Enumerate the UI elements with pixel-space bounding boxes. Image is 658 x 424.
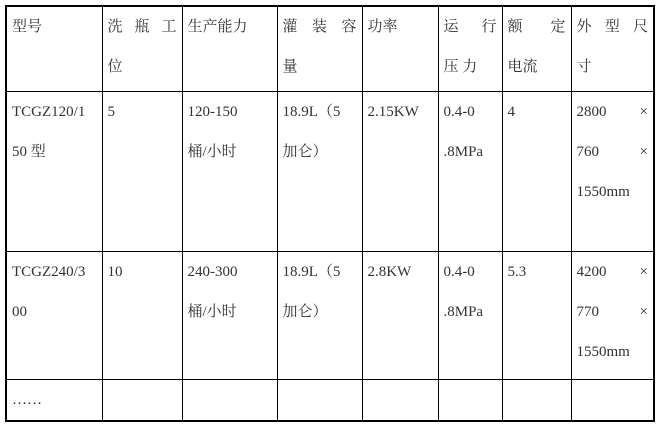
cell-pressure bbox=[438, 251, 502, 379]
cell-line: 灌装容 bbox=[282, 19, 357, 35]
header-cell-wash-stations bbox=[102, 6, 182, 91]
cell-line: 功率 bbox=[367, 19, 398, 35]
cell-line: 5 bbox=[107, 103, 115, 120]
cell-line: 量 bbox=[282, 59, 298, 75]
cell-power bbox=[362, 379, 438, 421]
cell-line: 电流 bbox=[507, 59, 538, 75]
header-row bbox=[6, 6, 654, 91]
cell-model bbox=[6, 379, 102, 421]
cell-line: 桶/小时 bbox=[187, 143, 237, 160]
cell-fill-volume bbox=[277, 91, 362, 251]
cell-line: 10 bbox=[107, 263, 123, 280]
cell-line: 加仑） bbox=[282, 143, 328, 160]
cell-line: 压 力 bbox=[443, 59, 478, 75]
cell-line: .8MPa bbox=[443, 303, 484, 320]
cell-pressure bbox=[438, 379, 502, 421]
cell-line: 4 bbox=[507, 103, 515, 120]
cell-wash-stations bbox=[102, 251, 182, 379]
spec-table-head bbox=[6, 6, 654, 91]
cell-line: 120-150 bbox=[187, 103, 238, 120]
header-cell-pressure bbox=[438, 6, 502, 91]
cell-line: 18.9L（5 bbox=[282, 263, 341, 280]
cell-line: 寸 bbox=[576, 59, 592, 75]
cell-wash-stations bbox=[102, 379, 182, 421]
spec-table-body bbox=[6, 91, 654, 421]
cell-line: 760 × bbox=[576, 143, 648, 160]
cell-line: 0.4-0 bbox=[443, 103, 475, 120]
cell-current bbox=[502, 91, 571, 251]
cell-line: 外型尺 bbox=[576, 19, 648, 35]
cell-line: 2.8KW bbox=[367, 263, 412, 280]
cell-line: 1550mm bbox=[576, 183, 630, 200]
cell-wash-stations bbox=[102, 91, 182, 251]
cell-line: 洗瓶工 bbox=[107, 19, 177, 35]
cell-line: 240-300 bbox=[187, 263, 238, 280]
cell-power bbox=[362, 251, 438, 379]
table-row bbox=[6, 91, 654, 251]
header-cell-model bbox=[6, 6, 102, 91]
table-row bbox=[6, 379, 654, 421]
cell-model bbox=[6, 251, 102, 379]
cell-line: TCGZ240/3 bbox=[12, 263, 86, 280]
header-cell-fill-volume bbox=[277, 6, 362, 91]
cell-line: …… bbox=[12, 391, 42, 408]
cell-line: 00 bbox=[12, 303, 27, 320]
cell-line: 位 bbox=[107, 59, 123, 75]
cell-line: 18.9L（5 bbox=[282, 103, 341, 120]
cell-capacity bbox=[182, 91, 277, 251]
cell-line: 2.15KW bbox=[367, 103, 419, 120]
cell-line: 4200 × bbox=[576, 263, 648, 280]
cell-dimensions bbox=[571, 91, 654, 251]
header-cell-power bbox=[362, 6, 438, 91]
cell-line: 50 型 bbox=[12, 143, 46, 160]
header-cell-current bbox=[502, 6, 571, 91]
cell-line: 1550mm bbox=[576, 343, 630, 360]
cell-fill-volume bbox=[277, 251, 362, 379]
cell-dimensions bbox=[571, 379, 654, 421]
cell-pressure bbox=[438, 91, 502, 251]
cell-line: 2800 × bbox=[576, 103, 648, 120]
header-cell-capacity bbox=[182, 6, 277, 91]
cell-current bbox=[502, 251, 571, 379]
spec-table bbox=[5, 5, 655, 422]
cell-fill-volume bbox=[277, 379, 362, 421]
cell-line: 5.3 bbox=[507, 263, 527, 280]
cell-line: .8MPa bbox=[443, 143, 484, 160]
table-row bbox=[6, 251, 654, 379]
cell-capacity bbox=[182, 379, 277, 421]
cell-line: 桶/小时 bbox=[187, 303, 237, 320]
cell-line: 0.4-0 bbox=[443, 263, 475, 280]
cell-line: 生产能力 bbox=[187, 19, 248, 35]
header-cell-dimensions bbox=[571, 6, 654, 91]
cell-line: 加仑） bbox=[282, 303, 328, 320]
cell-capacity bbox=[182, 251, 277, 379]
cell-model bbox=[6, 91, 102, 251]
cell-line: TCGZ120/1 bbox=[12, 103, 86, 120]
cell-current bbox=[502, 379, 571, 421]
cell-line: 运行 bbox=[443, 19, 497, 35]
cell-dimensions bbox=[571, 251, 654, 379]
cell-line: 型号 bbox=[12, 19, 43, 35]
cell-line: 770 × bbox=[576, 303, 648, 320]
cell-power bbox=[362, 91, 438, 251]
cell-line: 额定 bbox=[507, 19, 566, 35]
